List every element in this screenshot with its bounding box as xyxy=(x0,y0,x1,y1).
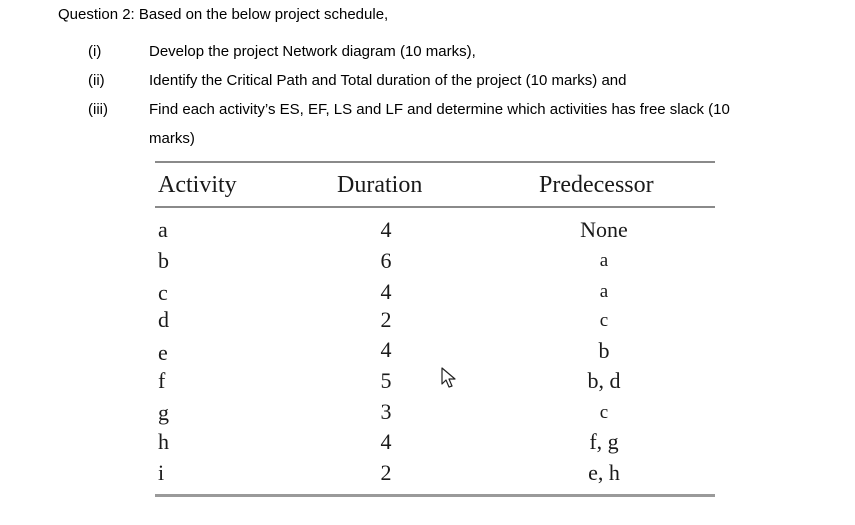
header-duration: Duration xyxy=(337,172,423,198)
table-top-rule xyxy=(155,161,715,163)
predecessor-cell: c xyxy=(599,402,609,423)
activity-cell: e xyxy=(158,340,168,365)
predecessor-cell: c xyxy=(599,310,609,331)
table-bottom-rule xyxy=(155,494,715,497)
activity-cell: g xyxy=(158,400,169,425)
item-number-2: (ii) xyxy=(88,72,105,89)
predecessor-cell: b, d xyxy=(587,368,621,393)
item-text-2: Identify the Critical Path and Total duration of the project (10 marks) and xyxy=(149,72,627,89)
duration-cell: 4 xyxy=(380,429,392,454)
activity-cell: h xyxy=(158,429,169,454)
duration-cell: 4 xyxy=(380,279,392,304)
header-activity: Activity xyxy=(158,172,237,198)
duration-cell: 6 xyxy=(380,248,392,273)
item-text-3: Find each activity’s ES, EF, LS and LF and determine which activities has free slack (10 xyxy=(149,101,730,118)
duration-cell: 5 xyxy=(380,368,392,393)
table-header-rule xyxy=(155,206,715,208)
duration-cell: 3 xyxy=(380,399,392,424)
predecessor-cell: a xyxy=(599,281,609,302)
activity-cell: f xyxy=(158,368,166,393)
activity-cell: b xyxy=(158,248,169,273)
duration-cell: 4 xyxy=(380,217,392,242)
item-number-1: (i) xyxy=(88,43,102,60)
item-text-3-continued: marks) xyxy=(149,130,195,147)
mouse-pointer-icon xyxy=(441,367,459,394)
activity-cell: a xyxy=(158,217,168,242)
duration-cell: 2 xyxy=(380,460,392,485)
activity-cell: d xyxy=(158,307,169,332)
predecessor-cell: a xyxy=(599,250,609,271)
item-text-1: Develop the project Network diagram (10 marks), xyxy=(149,43,476,60)
predecessor-cell: f, g xyxy=(589,429,619,454)
predecessor-cell: e, h xyxy=(588,460,620,485)
question-title: Question 2: Based on the below project schedule, xyxy=(58,6,389,23)
predecessor-cell: b xyxy=(598,338,610,363)
activity-cell: i xyxy=(158,460,165,485)
predecessor-cell: None xyxy=(580,217,628,242)
activity-cell: c xyxy=(158,280,168,305)
duration-cell: 4 xyxy=(380,337,392,362)
item-number-3: (iii) xyxy=(88,101,108,118)
header-predecessor: Predecessor xyxy=(539,172,654,198)
duration-cell: 2 xyxy=(380,307,392,332)
